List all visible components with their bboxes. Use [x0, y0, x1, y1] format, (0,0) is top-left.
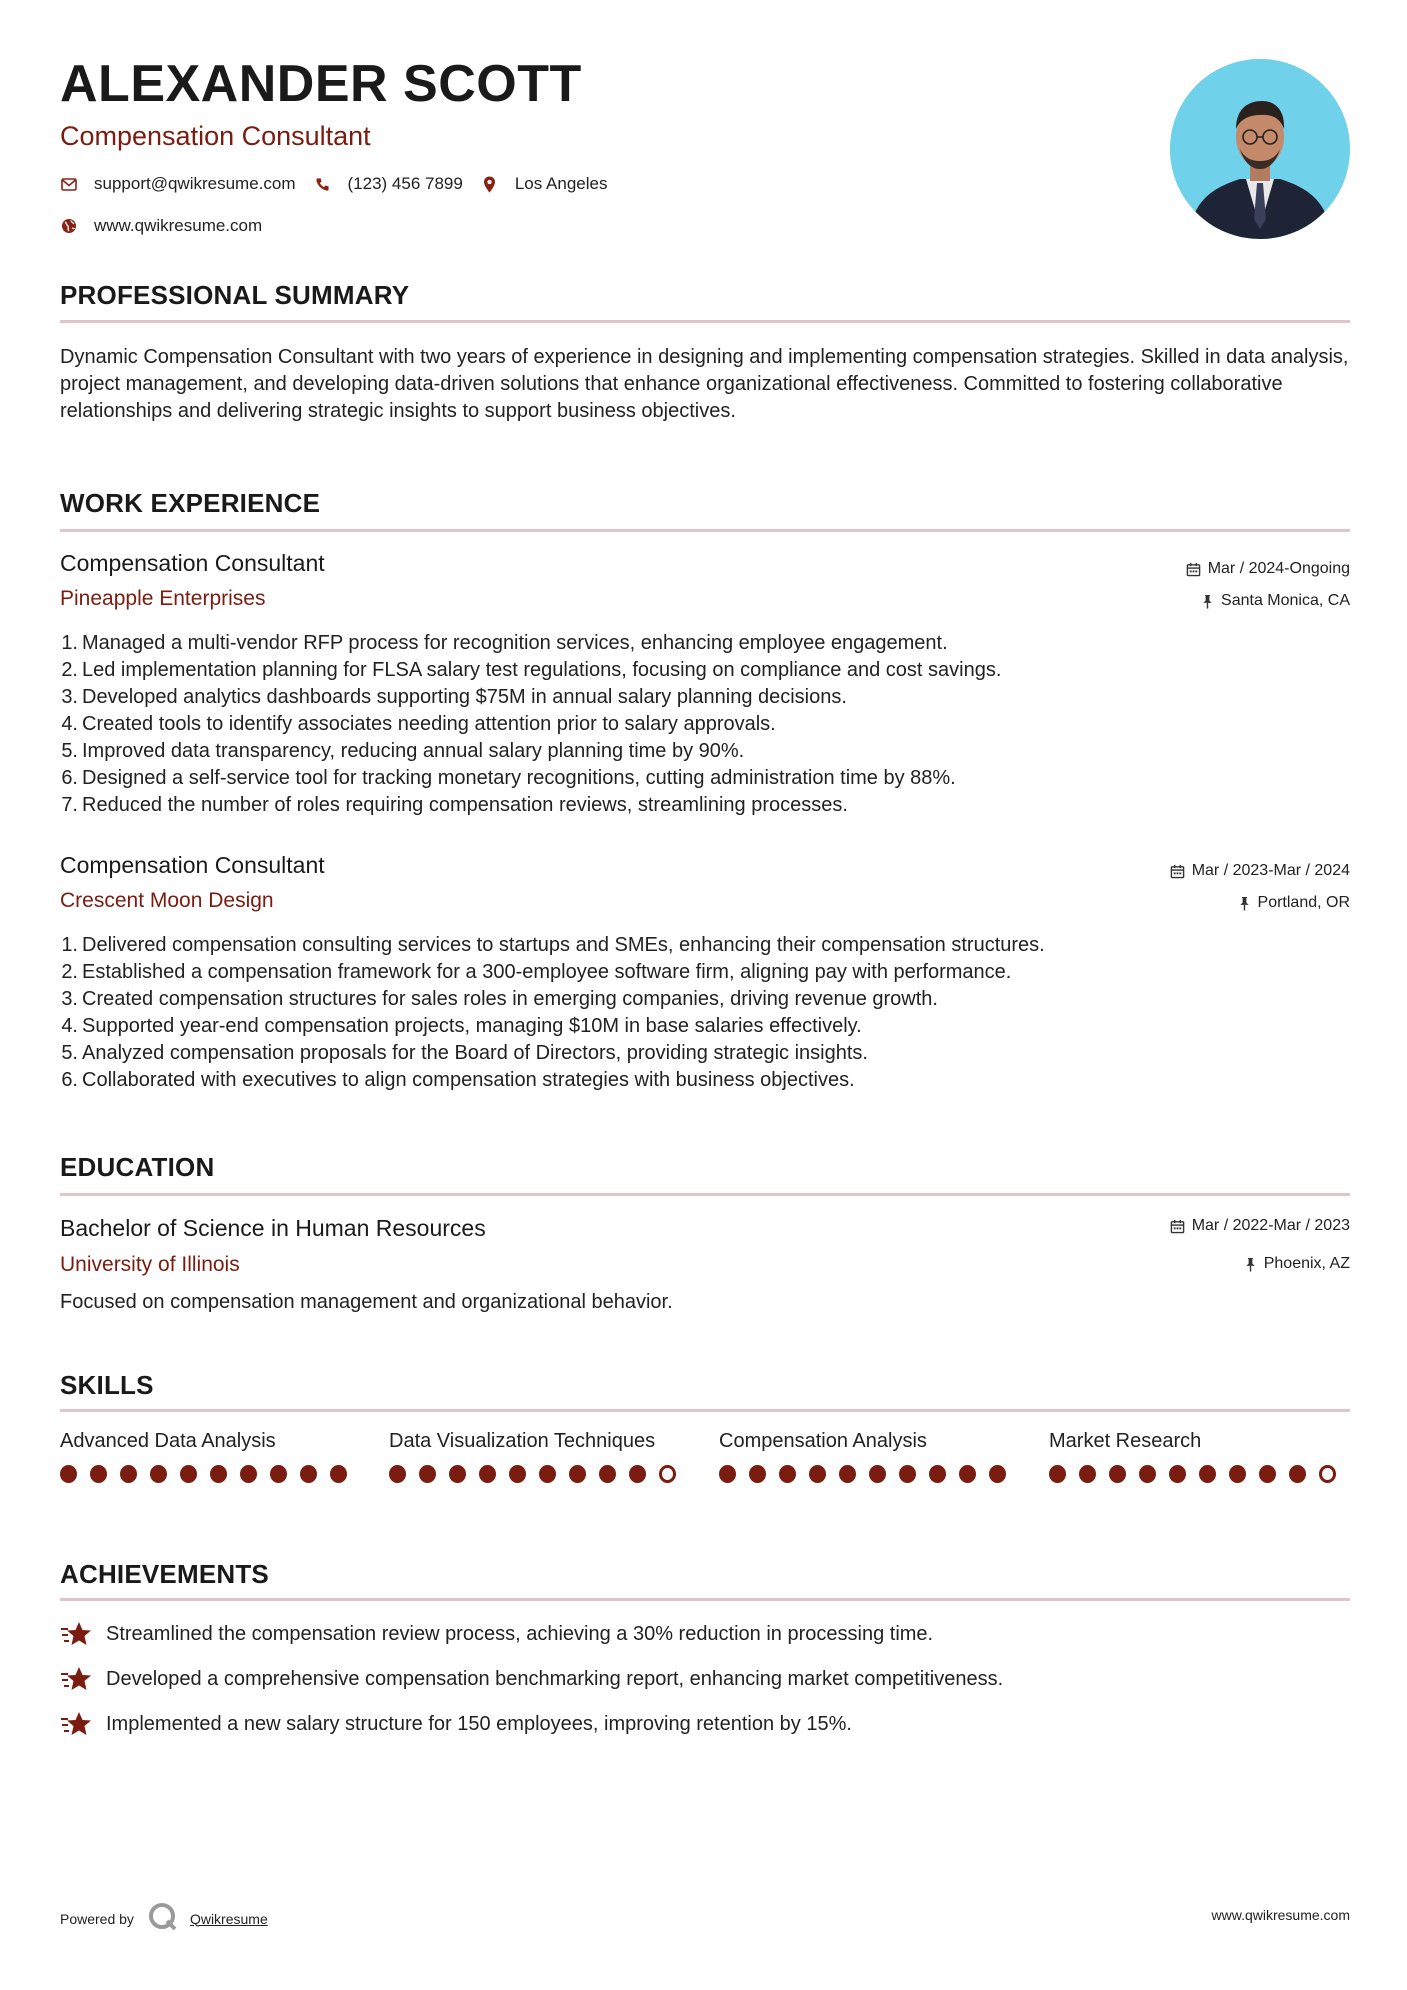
- job-location: [1238, 894, 1350, 912]
- rating-dot-filled: [1079, 1465, 1096, 1483]
- pushpin-icon: [1201, 594, 1214, 609]
- star-award-icon: [60, 1665, 92, 1693]
- section-divider: [60, 320, 1350, 323]
- bullet-number: 3.: [61, 988, 78, 1010]
- skill-item: [389, 1428, 689, 1483]
- phone-icon: [314, 175, 332, 193]
- rating-dot-filled: [240, 1465, 257, 1483]
- bullet-number: 3.: [61, 686, 78, 708]
- bullet-number: 1.: [61, 632, 78, 654]
- job-title: Compensation Consultant: [60, 550, 325, 576]
- map-pin-icon: [481, 175, 499, 193]
- job-location-text: Santa Monica, CA: [1221, 592, 1350, 609]
- job-bullet: [60, 959, 1350, 986]
- rating-dot-filled: [210, 1465, 227, 1483]
- rating-dot-filled: [929, 1465, 946, 1483]
- bullet-number: 7.: [61, 794, 78, 816]
- resume-page: [60, 0, 1350, 1990]
- qwikresume-logo-icon: [148, 1902, 178, 1935]
- rating-dot-filled: [1259, 1465, 1276, 1483]
- website-text: www.qwikresume.com: [94, 216, 263, 235]
- section-divider: [60, 529, 1350, 532]
- bullet-text: Managed a multi-vendor RFP process for recognition services, enhancing employee engagement.: [82, 632, 948, 654]
- rating-dot-filled: [449, 1465, 466, 1483]
- rating-dot-filled: [869, 1465, 886, 1483]
- skills-heading: SKILLS: [60, 1370, 154, 1400]
- job-location-text: Portland, OR: [1257, 894, 1350, 911]
- bullet-number: 4.: [61, 1015, 78, 1037]
- rating-dot-filled: [1169, 1465, 1186, 1483]
- bullet-text: Designed a self-service tool for tracking monetary recognitions, cutting administration time by 88%.: [82, 767, 956, 789]
- rating-dot-filled: [90, 1465, 107, 1483]
- star-award-icon: [60, 1620, 92, 1648]
- rating-dot-filled: [1199, 1465, 1216, 1483]
- bullet-text: Created compensation structures for sales roles in emerging companies, driving revenue growth.: [82, 988, 938, 1010]
- job-title: Compensation Consultant: [60, 852, 325, 878]
- summary-heading: PROFESSIONAL SUMMARY: [60, 280, 410, 310]
- envelope-icon: [60, 175, 78, 193]
- bullet-text: Established a compensation framework for a 300-employee software firm, aligning pay with performance.: [82, 961, 1012, 983]
- bullet-text: Reduced the number of roles requiring compensation reviews, streamlining processes.: [82, 794, 848, 816]
- rating-dot-empty: [659, 1465, 676, 1483]
- rating-dot-filled: [419, 1465, 436, 1483]
- location-item: [481, 174, 608, 194]
- summary-text: Dynamic Compensation Consultant with two years of experience in designing and implementing compensation strategies. Skilled in data analysis, project management, and developing data-driven solutions that enhance organizational effectiveness. Committed to fostering collaborative relationships and delivering strategic insights to support business objectives.: [60, 346, 1349, 422]
- phone-text: (123) 456 7899: [347, 174, 463, 193]
- job-dates: [1170, 862, 1350, 880]
- rating-dot-filled: [180, 1465, 197, 1483]
- job-dates-text: Mar / 2023-Mar / 2024: [1191, 862, 1350, 879]
- company-name: Crescent Moon Design: [60, 889, 274, 912]
- rating-dot-empty: [1319, 1465, 1336, 1483]
- education-dates-text: Mar / 2022-Mar / 2023: [1191, 1217, 1350, 1234]
- rating-dot-filled: [1109, 1465, 1126, 1483]
- bullet-number: 2.: [61, 961, 78, 983]
- footer-powered-by: [60, 1902, 268, 1935]
- rating-dot-filled: [60, 1465, 77, 1483]
- bullet-text: Supported year-end compensation projects, managing $10M in base salaries effectively.: [82, 1015, 862, 1037]
- skill-label: Compensation Analysis: [719, 1430, 927, 1452]
- job-bullet: [60, 792, 1350, 819]
- rating-dot-filled: [809, 1465, 826, 1483]
- bullet-number: 1.: [61, 934, 78, 956]
- bullet-number: 5.: [61, 1042, 78, 1064]
- section-divider: [60, 1193, 1350, 1196]
- rating-dot-filled: [389, 1465, 406, 1483]
- achievement-item: [60, 1665, 1003, 1693]
- achievement-item: [60, 1710, 852, 1738]
- rating-dot-filled: [779, 1465, 796, 1483]
- website-item[interactable]: [60, 216, 262, 236]
- powered-by-text: Powered by: [60, 1910, 134, 1927]
- skill-label: Advanced Data Analysis: [60, 1430, 276, 1452]
- phone-item[interactable]: [314, 174, 463, 194]
- bullet-number: 6.: [61, 1069, 78, 1091]
- achievement-text: Developed a comprehensive compensation benchmarking report, enhancing market competitiveness.: [106, 1667, 1004, 1690]
- degree-title: Bachelor of Science in Human Resources: [60, 1215, 486, 1241]
- skill-rating: [719, 1465, 1019, 1483]
- rating-dot-filled: [629, 1465, 646, 1483]
- job-dates: [1186, 560, 1350, 578]
- bullet-number: 2.: [61, 659, 78, 681]
- skill-rating: [389, 1465, 689, 1483]
- bullet-text: Created tools to identify associates needing attention prior to salary approvals.: [82, 713, 776, 735]
- skill-label: Market Research: [1049, 1430, 1202, 1452]
- experience-heading: WORK EXPERIENCE: [60, 488, 321, 518]
- job-bullet: [60, 765, 1350, 792]
- bullet-text: Analyzed compensation proposals for the Board of Directors, providing strategic insights.: [82, 1042, 868, 1064]
- education-dates: [1170, 1217, 1350, 1235]
- location-text: Los Angeles: [514, 174, 608, 193]
- qwikresume-link[interactable]: Qwikresume: [189, 1910, 268, 1927]
- bullet-text: Collaborated with executives to align compensation strategies with business objectives.: [82, 1069, 855, 1091]
- section-divider: [60, 1598, 1350, 1601]
- rating-dot-filled: [509, 1465, 526, 1483]
- job-bullet: [60, 738, 1350, 765]
- rating-dot-filled: [1049, 1465, 1066, 1483]
- calendar-icon: [1170, 1219, 1185, 1234]
- job-bullet: [60, 630, 1350, 657]
- rating-dot-filled: [270, 1465, 287, 1483]
- rating-dot-filled: [569, 1465, 586, 1483]
- job-bullet: [60, 657, 1350, 684]
- skill-item: [1049, 1428, 1349, 1483]
- rating-dot-filled: [749, 1465, 766, 1483]
- skill-label: Data Visualization Techniques: [389, 1430, 656, 1452]
- globe-icon: [60, 217, 78, 235]
- rating-dot-filled: [719, 1465, 736, 1483]
- job-bullet: [60, 932, 1350, 959]
- job-bullet: [60, 1067, 1350, 1094]
- job-bullet-list: [60, 932, 1350, 1094]
- achievement-text: Streamlined the compensation review process, achieving a 30% reduction in processing time.: [106, 1622, 934, 1645]
- education-description: Focused on compensation management and organizational behavior.: [60, 1291, 673, 1313]
- pushpin-icon: [1244, 1257, 1257, 1272]
- skill-rating: [1049, 1465, 1349, 1483]
- school-name: University of Illinois: [60, 1253, 240, 1276]
- job-dates-text: Mar / 2024-Ongoing: [1207, 560, 1350, 577]
- achievement-item: [60, 1620, 933, 1648]
- education-location: [1244, 1255, 1350, 1273]
- pushpin-icon: [1238, 896, 1251, 911]
- candidate-name: ALEXANDER SCOTT: [60, 55, 582, 113]
- education-heading: EDUCATION: [60, 1152, 215, 1182]
- profile-photo: [1170, 59, 1350, 239]
- star-award-icon: [60, 1710, 92, 1738]
- job-bullet: [60, 684, 1350, 711]
- rating-dot-filled: [300, 1465, 317, 1483]
- rating-dot-filled: [120, 1465, 137, 1483]
- company-name: Pineapple Enterprises: [60, 587, 266, 610]
- rating-dot-filled: [959, 1465, 976, 1483]
- skill-item: [60, 1428, 360, 1483]
- rating-dot-filled: [1289, 1465, 1306, 1483]
- bullet-text: Developed analytics dashboards supporting $75M in annual salary planning decisions.: [82, 686, 847, 708]
- job-bullet: [60, 1040, 1350, 1067]
- bullet-text: Improved data transparency, reducing annual salary planning time by 90%.: [82, 740, 745, 762]
- rating-dot-filled: [899, 1465, 916, 1483]
- calendar-icon: [1170, 864, 1185, 879]
- job-bullet: [60, 711, 1350, 738]
- bullet-number: 5.: [61, 740, 78, 762]
- rating-dot-filled: [1229, 1465, 1246, 1483]
- calendar-icon: [1186, 562, 1201, 577]
- job-bullet-list: [60, 630, 1350, 819]
- achievements-heading: ACHIEVEMENTS: [60, 1559, 269, 1589]
- rating-dot-filled: [479, 1465, 496, 1483]
- job-bullet: [60, 986, 1350, 1013]
- bullet-text: Led implementation planning for FLSA salary test regulations, focusing on compliance and cost savings.: [82, 659, 1002, 681]
- job-location: [1201, 592, 1350, 610]
- rating-dot-filled: [1139, 1465, 1156, 1483]
- rating-dot-filled: [599, 1465, 616, 1483]
- job-bullet: [60, 1013, 1350, 1040]
- bullet-number: 4.: [61, 713, 78, 735]
- email-item[interactable]: [60, 174, 296, 194]
- candidate-title: Compensation Consultant: [60, 121, 371, 151]
- email-text: support@qwikresume.com: [94, 174, 296, 193]
- footer-website[interactable]: www.qwikresume.com: [1211, 1907, 1350, 1923]
- rating-dot-filled: [150, 1465, 167, 1483]
- rating-dot-filled: [989, 1465, 1006, 1483]
- education-location-text: Phoenix, AZ: [1263, 1255, 1350, 1272]
- rating-dot-filled: [539, 1465, 556, 1483]
- achievement-text: Implemented a new salary structure for 150 employees, improving retention by 15%.: [106, 1712, 852, 1735]
- bullet-number: 6.: [61, 767, 78, 789]
- bullet-text: Delivered compensation consulting services to startups and SMEs, enhancing their compensation structures.: [82, 934, 1045, 956]
- rating-dot-filled: [839, 1465, 856, 1483]
- skill-item: [719, 1428, 1019, 1483]
- rating-dot-filled: [330, 1465, 347, 1483]
- section-divider: [60, 1409, 1350, 1412]
- contact-row: [60, 174, 625, 194]
- website-row: [60, 216, 280, 236]
- skill-rating: [60, 1465, 360, 1483]
